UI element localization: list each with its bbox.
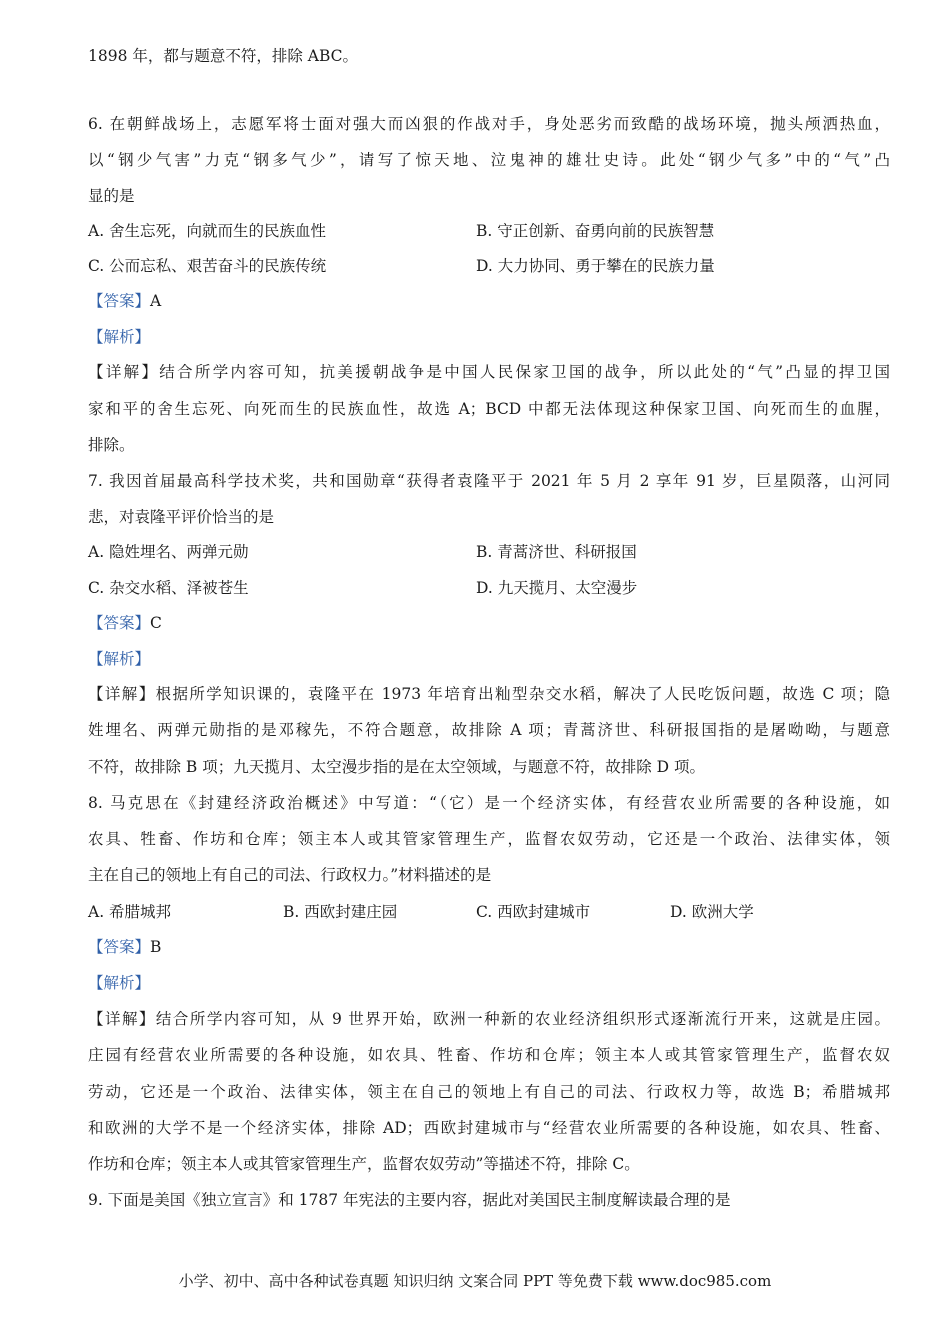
q7-stem-line-1: 7. 我因首届最高科学技术奖，共和国勋章“获得者袁隆平于 2021 年 5 月 2 享年 91 岁，巨星陨落，山河同 [88, 472, 890, 490]
q7-option-d: D. 九天揽月、太空漫步 [476, 579, 638, 597]
q6-detail-line-1: 【详解】结合所学内容可知，抗美援朝战争是中国人民保家卫国的战争，所以此处的“气”凸显的捍卫国 [88, 363, 890, 381]
q8-stem-line-1: 8. 马克思在《封建经济政治概述》中写道：“（它）是一个经济实体，有经营农业所需要的各种设施，如 [88, 794, 890, 812]
q7-analysis-tag: 【解析】 [88, 650, 151, 668]
q7-answer-tag: 【答案】 [88, 614, 151, 632]
q9-stem-line-1: 9. 下面是美国《独立宣言》和 1787 年宪法的主要内容，据此对美国民主制度解读最合理的是 [88, 1191, 731, 1209]
q6-analysis-tag: 【解析】 [88, 328, 151, 346]
q8-option-b: B. 西欧封建庄园 [283, 903, 398, 921]
q6-stem-line-2: 以“钢少气害”力克“钢多气少”，请写了惊天地、泣鬼神的雄壮史诗。此处“钢少气多”中的“气”凸 [88, 151, 890, 169]
q7-option-b: B. 青蒿济世、科研报国 [476, 543, 637, 561]
q8-option-c: C. 西欧封建城市 [476, 903, 591, 921]
q6-answer-value: A [150, 292, 162, 310]
q7-detail-line-3: 不符，故排除 B 项；九天揽月、太空漫步指的是在太空领域，与题意不符，故排除 D 项。 [88, 758, 706, 776]
q8-detail-line-1: 【详解】结合所学内容可知，从 9 世界开始，欧洲一种新的农业经济组织形式逐渐流行开来，这就是庄园。 [88, 1010, 890, 1028]
q8-detail-line-3: 劳动，它还是一个政治、法律实体，领主在自己的领地上有自己的司法、行政权力等，故选 B；希腊城邦 [88, 1083, 890, 1101]
q7-stem-line-2: 悲，对袁隆平评价恰当的是 [88, 508, 275, 526]
q7-option-c: C. 杂交水稻、泽被苍生 [88, 579, 249, 597]
q8-detail-line-4: 和欧洲的大学不是一个经济实体，排除 AD；西欧封建城市与“经营农业所需要的各种设施，如农具、牲畜、 [88, 1119, 890, 1137]
q7-detail-line-2: 姓埋名、两弹元勋指的是邓稼先，不符合题意，故排除 A 项；青蒿济世、科研报国指的是屠呦呦，与题意 [88, 721, 890, 739]
q6-option-b: B. 守正创新、奋勇向前的民族智慧 [476, 222, 715, 240]
q6-detail-line-2: 家和平的舍生忘死、向死而生的民族血性，故选 A；BCD 中都无法体现这种保家卫国、向死而生的血腥， [88, 400, 890, 418]
q6-answer [88, 291, 890, 311]
page-footer: 小学、初中、高中各种试卷真题 知识归纳 文案合同 PPT 等免费下载 www.doc985.com [178, 1272, 772, 1290]
q6-stem-line-3: 显的是 [88, 187, 135, 205]
q8-option-d: D. 欧洲大学 [670, 903, 754, 921]
q6-option-d: D. 大力协同、勇于攀在的民族力量 [476, 257, 715, 275]
q6-detail-line-3: 排除。 [88, 436, 135, 454]
q8-option-a: A. 希腊城邦 [88, 903, 172, 921]
q7-answer [88, 613, 890, 633]
q7-answer-value: C [150, 614, 162, 632]
q6-answer-tag: 【答案】 [88, 292, 151, 310]
q8-stem-line-2: 农具、牲畜、作坊和仓库；领主本人或其管家管理生产，监督农奴劳动，它还是一个政治、法律实体，领 [88, 830, 890, 848]
q8-detail-line-2: 庄园有经营农业所需要的各种设施，如农具、牲畜、作坊和仓库；领主本人或其管家管理生产，监督农奴 [88, 1046, 890, 1064]
q6-option-a: A. 舍生忘死，向就而生的民族血性 [88, 222, 327, 240]
q6-option-c: C. 公而忘私、艰苦奋斗的民族传统 [88, 257, 327, 275]
q6-stem-line-1: 6. 在朝鲜战场上，志愿军将士面对强大而凶狠的作战对手，身处恶劣而致酷的战场环境，抛头颅洒热血， [88, 115, 890, 133]
q7-detail-line-1: 【详解】根据所学知识课的，袁隆平在 1973 年培育出籼型杂交水稻，解决了人民吃饭问题，故选 C 项；隐 [88, 685, 890, 703]
q8-analysis-tag: 【解析】 [88, 974, 151, 992]
q8-answer-value: B [150, 938, 162, 956]
q8-detail-line-5: 作坊和仓库；领主本人或其管家管理生产，监督农奴劳动”等描述不符，排除 C。 [88, 1155, 640, 1173]
q8-answer-tag: 【答案】 [88, 938, 151, 956]
q7-option-a: A. 隐姓埋名、两弹元勋 [88, 543, 249, 561]
q8-stem-line-3: 主在自己的领地上有自己的司法、行政权力。”材料描述的是 [88, 866, 492, 884]
intro-line: 1898 年，都与题意不符，排除 ABC。 [88, 47, 359, 65]
q8-answer [88, 937, 890, 957]
